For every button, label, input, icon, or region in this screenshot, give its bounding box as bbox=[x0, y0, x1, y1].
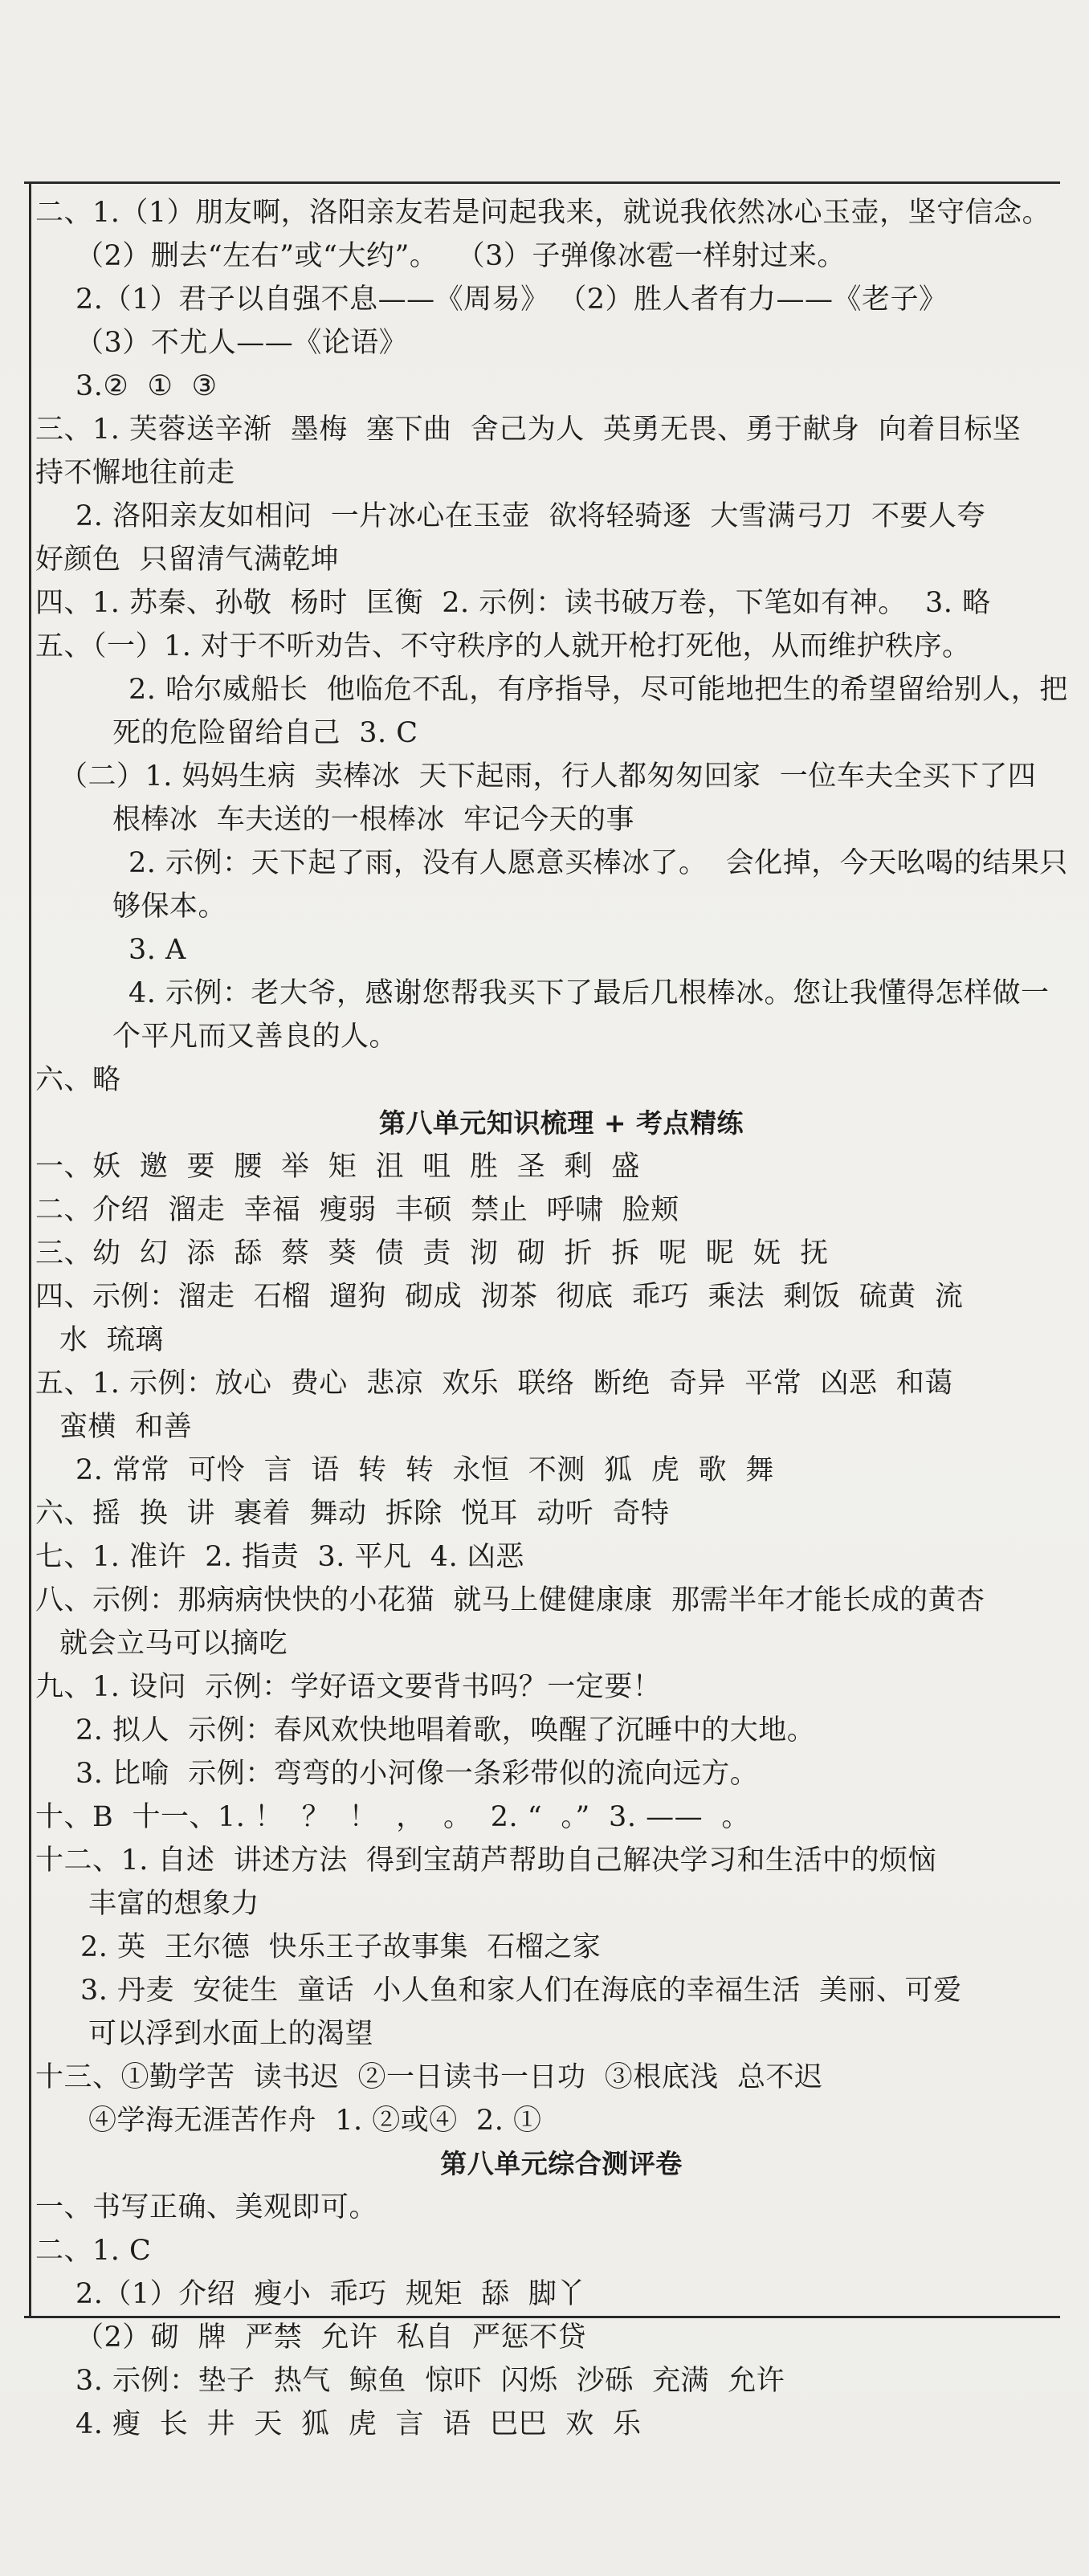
answer-line bbox=[35, 365, 1055, 408]
answer-line bbox=[35, 1188, 1055, 1232]
section-heading bbox=[35, 2142, 1055, 2186]
answer-line bbox=[35, 278, 1055, 321]
answer-line bbox=[35, 1665, 1055, 1709]
answer-text: 五、（一）1. 对于不听劝告、不守秩序的人就开枪打死他，从而维护秩序。 bbox=[35, 630, 971, 662]
answer-text: 一、妖 邀 要 腰 举 矩 沮 咀 胜 圣 剩 盛 bbox=[35, 1151, 640, 1183]
answer-text: 4. 瘦 长 井 天 狐 虎 言 语 巴巴 欢 乐 bbox=[75, 2408, 642, 2440]
answer-text: 蛮横 和善 bbox=[59, 1411, 193, 1443]
answer-text: 就会立马可以摘吃 bbox=[59, 1628, 288, 1660]
answer-line bbox=[35, 972, 1055, 1015]
answer-text: 二、1. C bbox=[35, 2235, 152, 2267]
answer-line bbox=[35, 1795, 1055, 1839]
answer-line bbox=[35, 2099, 1055, 2142]
answer-text: 六、略 bbox=[35, 1064, 121, 1096]
answer-line bbox=[35, 1449, 1055, 1492]
answer-text: 第八单元综合测评卷 bbox=[440, 2148, 683, 2179]
answer-line bbox=[35, 668, 1068, 711]
answer-line bbox=[35, 2186, 1055, 2229]
answer-line bbox=[35, 711, 1055, 755]
answer-line bbox=[35, 2316, 1055, 2359]
answer-line bbox=[35, 2359, 1055, 2403]
answer-text: 一、书写正确、美观即可。 bbox=[35, 2191, 378, 2223]
answer-line bbox=[35, 581, 1055, 625]
answer-text: 2. 示例：天下起了雨，没有人愿意买棒冰了。 会化掉，今天吆喝的结果只 bbox=[128, 847, 1068, 879]
answer-line bbox=[35, 1882, 1055, 1926]
answer-line bbox=[35, 1839, 1055, 1882]
answer-line bbox=[35, 1015, 1055, 1058]
answer-text: 3. 示例：垫子 热气 鲸鱼 惊吓 闪烁 沙砾 充满 允许 bbox=[75, 2365, 785, 2397]
answer-text: 二、1.（1）朋友啊，洛阳亲友若是问起我来，就说我依然冰心玉壶，坚守信念。 bbox=[35, 197, 1051, 229]
answer-line bbox=[35, 1926, 1055, 1969]
answer-line bbox=[35, 2403, 1055, 2446]
answer-line bbox=[35, 321, 1055, 365]
answer-text: 水 琉璃 bbox=[59, 1324, 164, 1356]
answer-line bbox=[35, 1232, 1055, 1275]
answer-text: （2）砌 牌 严禁 允许 私自 严惩不贷 bbox=[75, 2321, 587, 2354]
answer-line bbox=[35, 1709, 1055, 1752]
answer-line bbox=[35, 2229, 1055, 2272]
answer-text: 2. 哈尔威船长 他临危不乱，有序指导，尽可能地把生的希望留给别人，把 bbox=[128, 674, 1068, 706]
answer-text: 十三、①勤学苦 读书迟 ②一日读书一日功 ③根底浅 总不迟 bbox=[35, 2061, 823, 2093]
left-rule bbox=[29, 181, 31, 2317]
answer-line bbox=[35, 1752, 1055, 1795]
top-rule bbox=[24, 181, 1060, 184]
answer-line bbox=[35, 1362, 1055, 1405]
answer-text: 2.（1）介绍 瘦小 乖巧 规矩 舔 脚丫 bbox=[75, 2278, 585, 2310]
answer-text: （二）1. 妈妈生病 卖棒冰 天下起雨，行人都匆匆回家 一位车夫全买下了四 bbox=[59, 760, 1037, 793]
answer-line bbox=[35, 625, 1055, 668]
answer-text: 死的危险留给自己 3. C bbox=[112, 717, 418, 749]
answer-text: 可以浮到水面上的渴望 bbox=[88, 2018, 374, 2050]
answer-text: 五、1. 示例：放心 费心 悲凉 欢乐 联络 断绝 奇异 平常 凶恶 和蔼 bbox=[35, 1367, 953, 1400]
answer-line bbox=[35, 495, 1055, 538]
answer-line bbox=[35, 2272, 1055, 2316]
answer-text: ④学海无涯苦作舟 1. ②或④ 2. ① bbox=[88, 2105, 542, 2137]
answer-text: 丰富的想象力 bbox=[88, 1888, 260, 1920]
answer-text: 4. 示例：老大爷，感谢您帮我买下了最后几根棒冰。您让我懂得怎样做一 bbox=[128, 977, 1050, 1009]
answer-line bbox=[35, 234, 1055, 278]
answer-line bbox=[35, 1058, 1055, 1102]
answer-text: 2. 洛阳亲友如相问 一片冰心在玉壶 欲将轻骑逐 大雪满弓刀 不要人夸 bbox=[75, 500, 986, 532]
answer-line bbox=[35, 885, 1055, 928]
answer-text: 六、摇 换 讲 裹着 舞动 拆除 悦耳 动听 奇特 bbox=[35, 1498, 670, 1530]
answer-line bbox=[35, 408, 1055, 451]
answer-text: 3. A bbox=[128, 934, 186, 966]
answer-line bbox=[35, 2012, 1055, 2056]
answer-text: 够保本。 bbox=[112, 891, 227, 923]
answer-line bbox=[35, 451, 1055, 495]
answer-text: 第八单元知识梳理 + 考点精练 bbox=[378, 1107, 744, 1139]
answer-text: 八、示例：那病病快快的小花猫 就马上健健康康 那需半年才能长成的黄杏 bbox=[35, 1584, 985, 1616]
answer-line bbox=[35, 1492, 1055, 1535]
answer-line bbox=[35, 1622, 1055, 1665]
answer-text: 2. 常常 可怜 言 语 转 转 永恒 不测 狐 虎 歌 舞 bbox=[75, 1454, 774, 1486]
answer-text: 四、1. 苏秦、孙敬 杨时 匡衡 2. 示例：读书破万卷，下笔如有神。 3. 略 bbox=[35, 587, 991, 619]
answer-content bbox=[35, 191, 1068, 2446]
answer-text: 三、幼 幻 添 舔 蔡 葵 债 责 沏 砌 折 拆 呢 昵 妩 抚 bbox=[35, 1237, 829, 1270]
answer-text: 3. 比喻 示例：弯弯的小河像一条彩带似的流向远方。 bbox=[75, 1758, 759, 1790]
answer-line bbox=[35, 842, 1068, 885]
answer-text: 好颜色 只留清气满乾坤 bbox=[35, 544, 340, 576]
answer-text: 九、1. 设问 示例：学好语文要背书吗？一定要！ bbox=[35, 1671, 662, 1703]
answer-line bbox=[35, 928, 1055, 972]
answer-text: （2）删去“左右”或“大约”。 （3）子弹像冰雹一样射过来。 bbox=[75, 240, 846, 272]
answer-text: 持不懈地往前走 bbox=[35, 457, 235, 489]
answer-line bbox=[35, 1579, 1055, 1622]
answer-text: 2. 拟人 示例：春风欢快地唱着歌，唤醒了沉睡中的大地。 bbox=[75, 1714, 816, 1747]
answer-line bbox=[35, 538, 1055, 581]
answer-text: 四、示例：溜走 石榴 遛狗 砌成 沏茶 彻底 乖巧 乘法 剩饭 硫黄 流 bbox=[35, 1281, 964, 1313]
answer-line bbox=[35, 1275, 1055, 1319]
answer-text: 个平凡而又善良的人。 bbox=[112, 1021, 398, 1053]
answer-text: （3）不尤人——《论语》 bbox=[75, 327, 408, 359]
answer-text: 3.② ① ③ bbox=[75, 370, 218, 402]
answer-line bbox=[35, 755, 1055, 798]
answer-line bbox=[35, 191, 1055, 234]
answer-text: 2. 英 王尔德 快乐王子故事集 石榴之家 bbox=[80, 1931, 602, 1963]
answer-line bbox=[35, 1969, 1055, 2012]
answer-text: 2.（1）君子以自强不息——《周易》 （2）胜人者有力——《老子》 bbox=[75, 283, 948, 316]
answer-text: 3. 丹麦 安徒生 童话 小人鱼和家人们在海底的幸福生活 美丽、可爱 bbox=[80, 1975, 962, 2007]
answer-line bbox=[35, 2056, 1055, 2099]
answer-line bbox=[35, 1319, 1055, 1362]
answer-line bbox=[35, 1145, 1055, 1188]
answer-line bbox=[35, 798, 1055, 842]
answer-text: 根棒冰 车夫送的一根棒冰 牢记今天的事 bbox=[112, 804, 635, 836]
answer-text: 七、1. 准许 2. 指责 3. 平凡 4. 凶恶 bbox=[35, 1541, 524, 1573]
answer-text: 十二、1. 自述 讲述方法 得到宝葫芦帮助自己解决学习和生活中的烦恼 bbox=[35, 1844, 937, 1877]
answer-text: 十、B 十一、1. ！ ？ ！ ， 。 2. “ 。” 3. —— 。 bbox=[35, 1801, 750, 1833]
section-heading bbox=[35, 1102, 1055, 1145]
answer-text: 三、1. 芙蓉送辛渐 墨梅 塞下曲 舍己为人 英勇无畏、勇于献身 向着目标坚 bbox=[35, 414, 1022, 446]
answer-line bbox=[35, 1535, 1055, 1579]
answer-text: 二、介绍 溜走 幸福 瘦弱 丰硕 禁止 呼啸 脸颊 bbox=[35, 1194, 679, 1226]
answer-line bbox=[35, 1405, 1055, 1449]
